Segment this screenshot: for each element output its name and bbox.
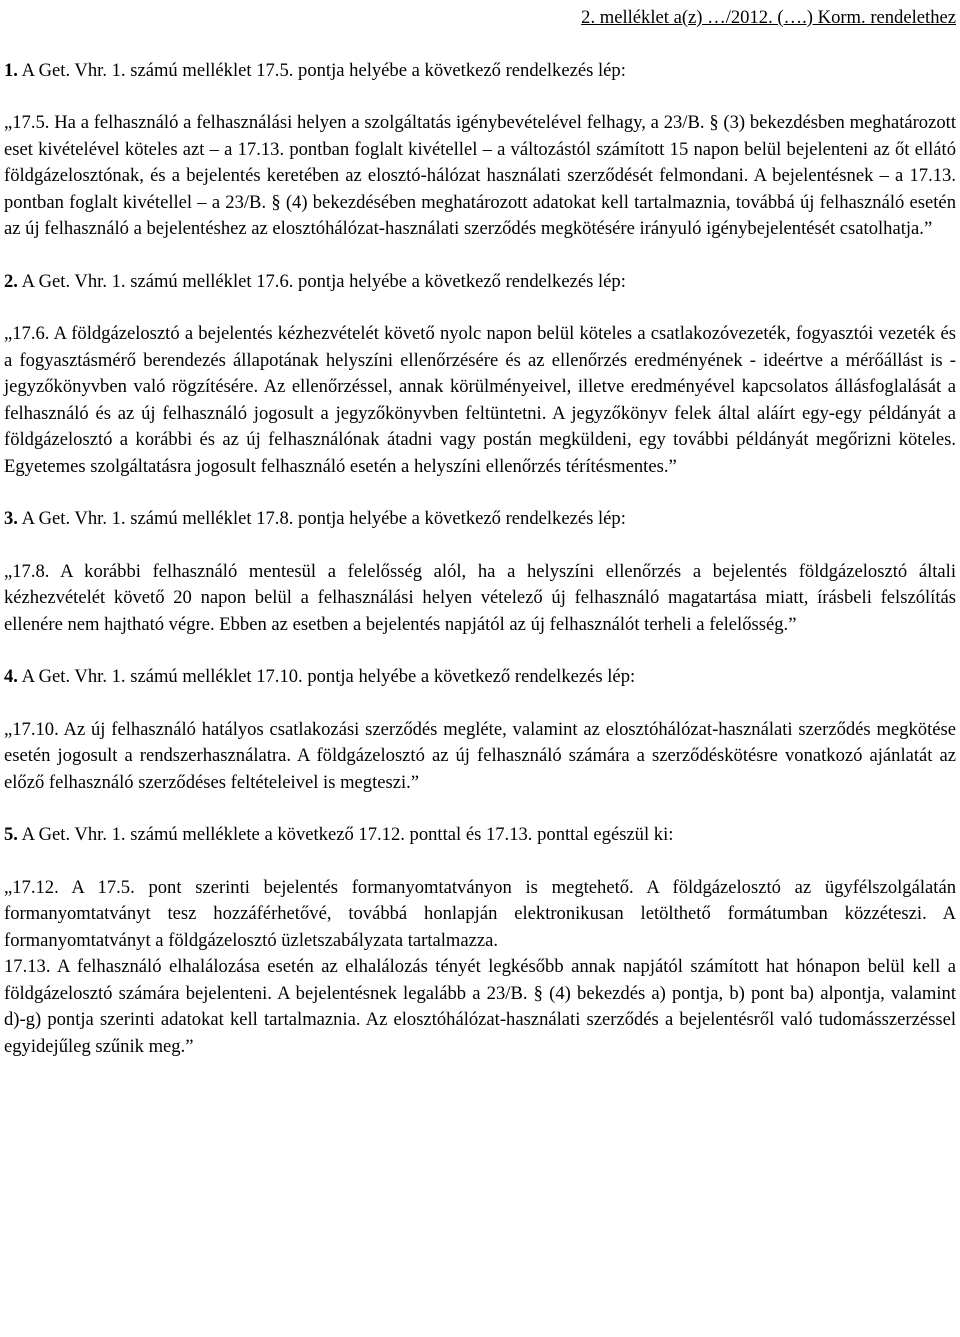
section-paragraph: „17.5. Ha a felhasználó a felhasználási helyen a szolgáltatás igénybevételével felhagy, a 23/B. § (3) bekezdésben meghatározott eset kivételével köteles azt – a 17.13. pontban foglalt kivétellel – a változástól számított 15 napon belül bejelenteni az őt ellátó földgázelosztónak, és a bejelentés keretében az elosztó-hálózat használati szerződését felmondani. A bejelentésnek – a 17.13. pontban foglalt kivétellel – a 23/B. § (4) bekezdésében meghatározott adatokat kell tartalmaznia, továbbá új felhasználó esetén az új felhasználó a bejelentéshez az elosztóhálózat-használati szerződés megkötésére irányuló igénybejelentését csatolhatja.” xyxy=(4,112,956,239)
section-paragraph: „17.10. Az új felhasználó hatályos csatlakozási szerződés megléte, valamint az elosztóhálózat-használati szerződés megkötése esetén jogosult a rendszerhasználatra. A földgázelosztó az új felhasználó számára a szerződéskötésre vonatkozó ajánlatát az előző felhasználó szerződéses feltételeivel is megteszi.” xyxy=(4,718,956,793)
section-number: 2. xyxy=(4,270,18,292)
section-paragraph: „17.8. A korábbi felhasználó mentesül a felelősség alól, ha a helyszíni ellenőrzés a bejelentés földgázelosztó általi kézhezvételét követő 20 napon belül a felhasználási helyen vételező új felhasználó magatartása miatt, írásbeli felszólítás ellenére nem hajtható végre. Ebben az esetben a bejelentés napjától az új felhasználót terheli a felelősség.” xyxy=(4,560,956,635)
section-paragraph: „17.12. A 17.5. pont szerinti bejelentés formanyomtatványon is megtehető. A földgázelosztó az ügyfélszolgálatán formanyomtatványt tesz hozzáférhetővé, továbbá honlapján elektronikusan letölthető formátumban közzéteszi. A formanyomtatványt a földgázelosztó üzletszabályzata tartalmazza. xyxy=(4,876,956,951)
section-paragraph: 17.13. A felhasználó elhalálozása esetén az elhalálozás tényét legkésőbb annak napjától számított hat hónapon belül kell a földgázelosztó számára bejelenteni. A bejelentésnek legalább a 23/B. § (4) bekezdés a) pontja, b) pont ba) alpontja, valamint d)-g) pontja szerinti adatokat kell tartalmaznia. Az elosztóhálózat-használati szerződés a bejelentésről való tudomásszerzéssel egyidejűleg szűnik meg.” xyxy=(4,956,956,1057)
section-heading-text: A Get. Vhr. 1. számú melléklet 17.8. pontja helyébe a következő rendelkezés lép: xyxy=(21,508,626,529)
annex-header: 2. melléklet a(z) …/2012. (….) Korm. rendelethez xyxy=(581,7,956,28)
section-number: 1. xyxy=(4,59,18,81)
document-page xyxy=(4,0,956,1060)
section-number: 5. xyxy=(4,824,18,845)
section-heading-4 xyxy=(4,664,956,691)
section-heading-2 xyxy=(4,269,956,296)
section-number: 4. xyxy=(4,666,18,687)
section-heading-5 xyxy=(4,822,956,849)
section-heading-3 xyxy=(4,506,956,533)
section-paragraph: „17.6. A földgázelosztó a bejelentés kézhezvételét követő nyolc napon belül köteles a csatlakozóvezeték, fogyasztói vezeték és a fogyasztásmérő berendezés állapotának helyszíni ellenőrzésére és az ellenőrzés eredményének - ideértve a mérőállást is - jegyzőkönyvben való rögzítésére. Az ellenőrzéssel, annak körülményeivel, illetve eredményével kapcsolatos állásfoglalását a felhasználó és az új felhasználó jogosult a jegyzőkönyvben feltüntetni. A jegyzőkönyv felek által aláírt egy-egy példányát a földgázelosztó a korábbi és az új felhasználónak átadni vagy postán megküldeni, egy további példányát megőrizni köteles. Egyetemes szolgáltatásra jogosult felhasználó esetén a helyszíni ellenőrzés térítésmentes.” xyxy=(4,323,956,477)
section-heading-text: A Get. Vhr. 1. számú melléklet 17.5. pontja helyébe a következő rendelkezés lép: xyxy=(21,59,626,81)
section-number: 3. xyxy=(4,508,18,529)
section-heading-text: A Get. Vhr. 1. számú melléklet 17.6. pontja helyébe a következő rendelkezés lép: xyxy=(21,270,626,292)
section-heading-1 xyxy=(4,58,956,85)
section-heading-text: A Get. Vhr. 1. számú melléklet 17.10. pontja helyébe a következő rendelkezés lép: xyxy=(21,666,636,687)
section-heading-text: A Get. Vhr. 1. számú melléklete a következő 17.12. ponttal és 17.13. ponttal egészül ki: xyxy=(21,824,674,845)
